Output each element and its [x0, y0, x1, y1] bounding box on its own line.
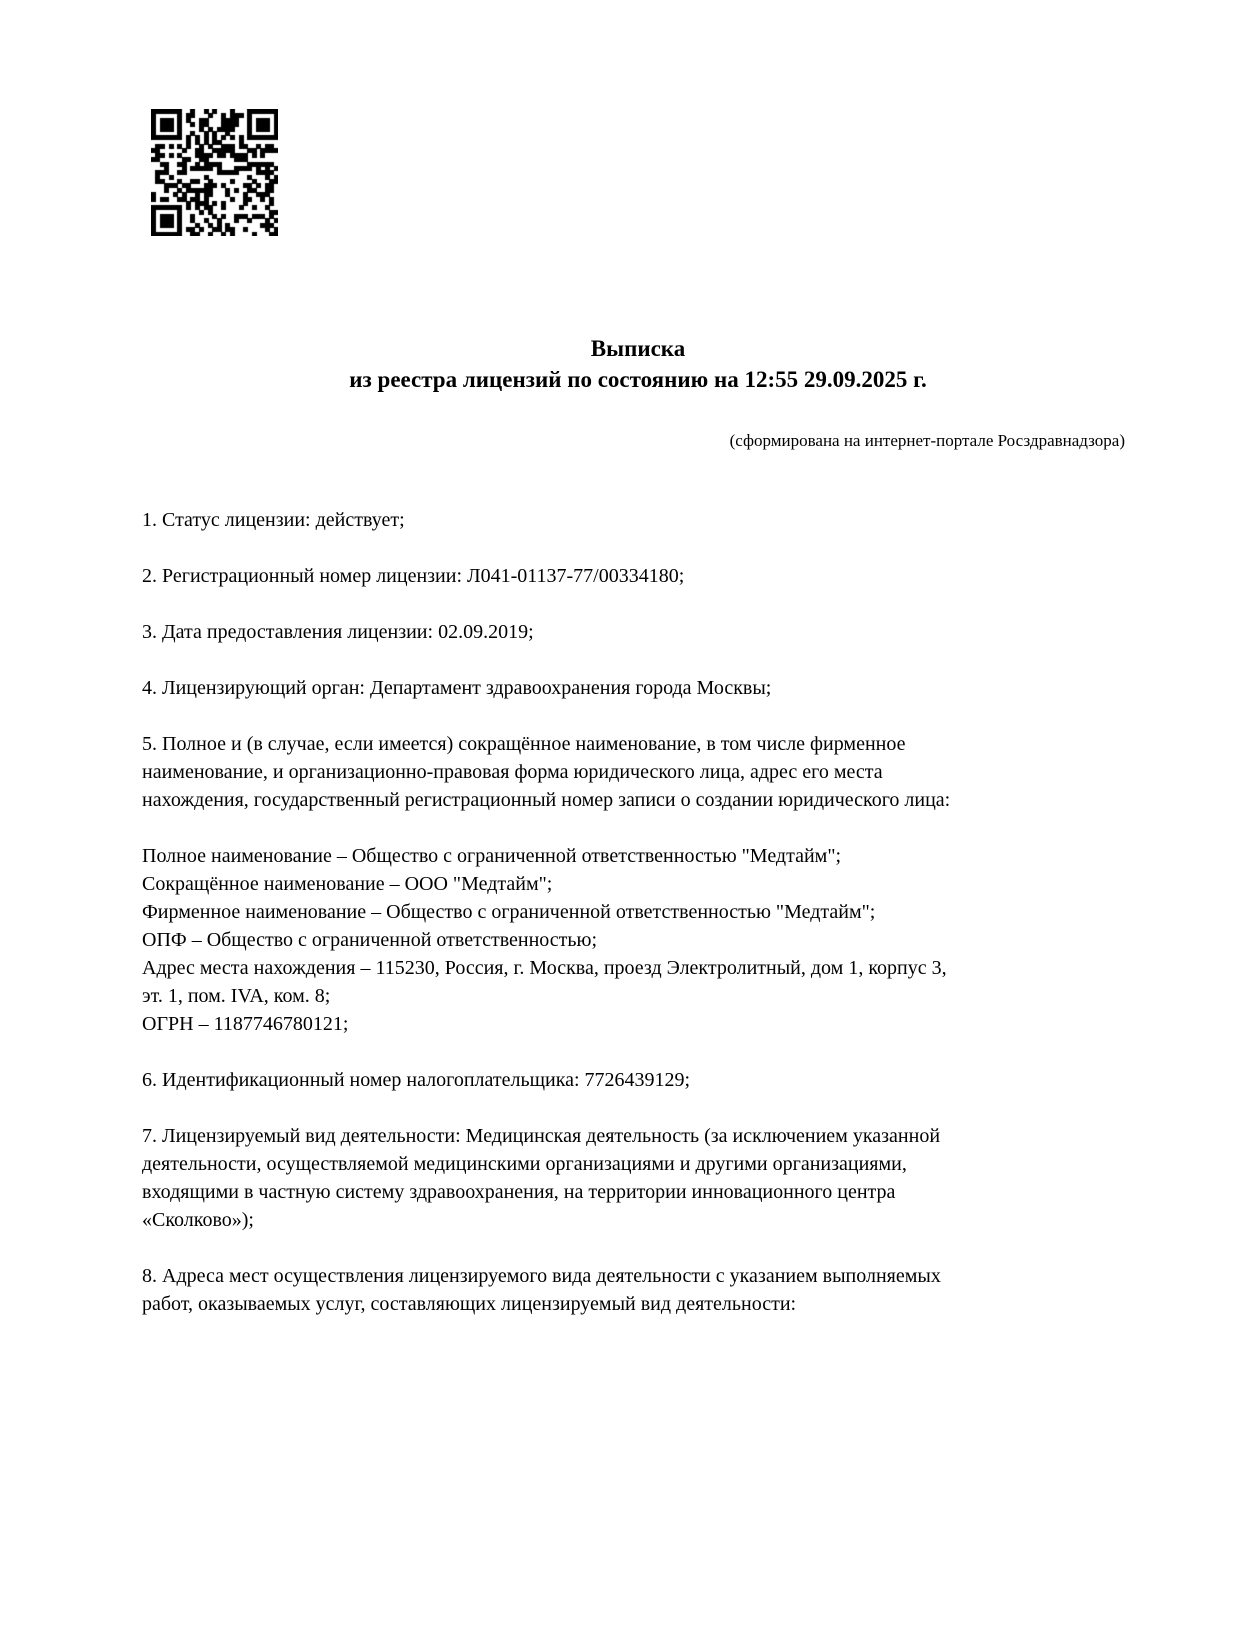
document-body [142, 506, 1147, 1346]
paragraph [142, 730, 1147, 814]
title-line-2: из реестра лицензий по состоянию на 12:55 29.09.2025 г. [349, 367, 927, 392]
paragraph-line: 7. Лицензируемый вид деятельности: Медицинская деятельность (за исключением указанной [142, 1125, 941, 1147]
paragraph-line: работ, оказываемых услуг, составляющих лицензируемый вид деятельности: [142, 1293, 797, 1315]
paragraph-line: ОПФ – Общество с ограниченной ответственностью; [142, 929, 598, 951]
paragraph [142, 1066, 1147, 1094]
paragraph-line: Фирменное наименование – Общество с ограниченной ответственностью "Медтайм"; [142, 901, 876, 923]
title-line-1: Выписка [590, 336, 686, 361]
paragraph [142, 842, 1147, 1038]
paragraph-line: 1. Статус лицензии: действует; [142, 509, 405, 531]
paragraph [142, 618, 1147, 646]
paragraph-line: «Сколково»); [142, 1209, 254, 1231]
paragraph-line: 4. Лицензирующий орган: Департамент здравоохранения города Москвы; [142, 677, 772, 699]
paragraph [142, 674, 1147, 702]
paragraph [142, 562, 1147, 590]
paragraph-line: 5. Полное и (в случае, если имеется) сокращённое наименование, в том числе фирменное [142, 733, 906, 755]
paragraph-line: эт. 1, пом. IVA, ком. 8; [142, 985, 331, 1007]
paragraph-line: нахождения, государственный регистрационный номер записи о создании юридического лица: [142, 789, 951, 811]
paragraph [142, 1122, 1147, 1234]
paragraph-line: ОГРН – 1187746780121; [142, 1013, 349, 1035]
qr-code-icon [151, 109, 278, 236]
document-title [142, 333, 1134, 395]
paragraph-line: входящими в частную систему здравоохранения, на территории инновационного центра [142, 1181, 896, 1203]
paragraph-line: деятельности, осуществляемой медицинскими организациями и другими организациями, [142, 1153, 907, 1175]
paragraph-line: 6. Идентификационный номер налогоплательщика: 7726439129; [142, 1069, 691, 1091]
paragraph-line: 2. Регистрационный номер лицензии: Л041-01137-77/00334180; [142, 565, 685, 587]
paragraph-line: 8. Адреса мест осуществления лицензируемого вида деятельности с указанием выполняемых [142, 1265, 941, 1287]
paragraph-line: Сокращённое наименование – ООО "Медтайм"; [142, 873, 553, 895]
paragraph-line: Адрес места нахождения – 115230, Россия, г. Москва, проезд Электролитный, дом 1, корпус 3, [142, 957, 947, 979]
paragraph-line: Полное наименование – Общество с ограниченной ответственностью "Медтайм"; [142, 845, 842, 867]
document-subtitle: (сформирована на интернет-портале Росздравнадзора) [729, 431, 1125, 450]
paragraph [142, 506, 1147, 534]
paragraph-line: 3. Дата предоставления лицензии: 02.09.2019; [142, 621, 534, 643]
paragraph-line: наименование, и организационно-правовая форма юридического лица, адрес его места [142, 761, 883, 783]
paragraph [142, 1262, 1147, 1318]
